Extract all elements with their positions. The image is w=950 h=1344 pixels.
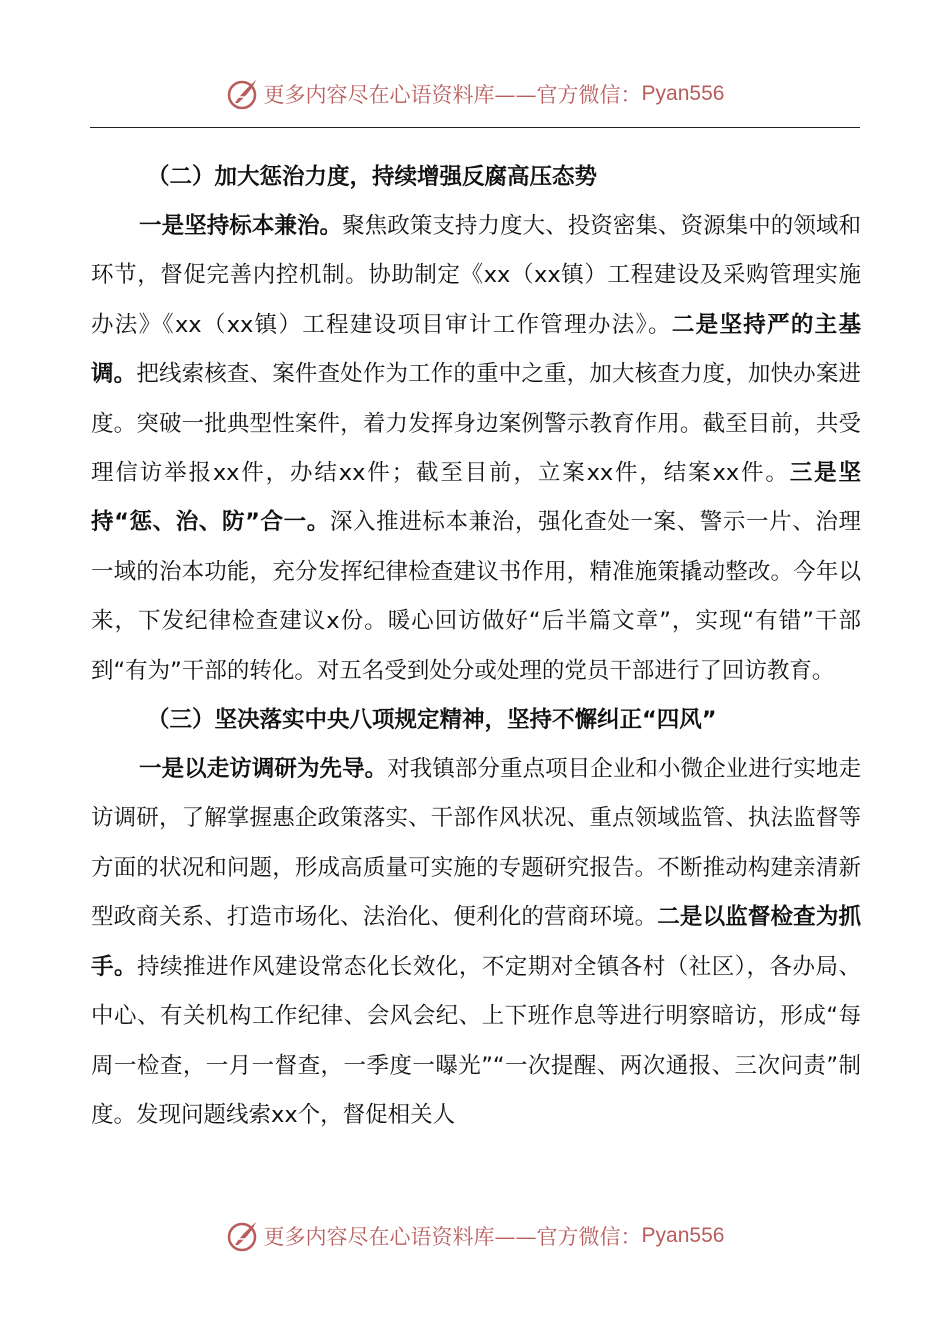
section-2-paragraph	[91, 202, 861, 696]
feather-pen-logo-icon	[226, 77, 260, 111]
point-title: 三是坚持“惩、治、防”合一。	[91, 460, 861, 536]
section-heading-2: （二）加大惩治力度，持续增强反腐高压态势	[147, 164, 598, 190]
point-text: 把线索核查、案件查处作为工作的重中之重，加大核查力度，加快办案进度。突破一批典型性案件，着力发挥身边案例警示教育作用。截至目前，共受理信访举报xx件，办结xx件；截至目前，立案xx件，结案xx件。	[91, 361, 861, 487]
point-text: 深入推进标本兼治，强化查处一案、警示一片、治理一域的治本功能，充分发挥纪律检查建议书作用，精准施策撬动整改。今年以来，下发纪律检查建议x份。暖心回访做好“后半篇文章”，实现“有错”干部到“有为”干部的转化。对五名受到处分或处理的党员干部进行了回访教育。	[91, 509, 861, 684]
point-title: 二是坚持严的主基调。	[91, 311, 861, 388]
point-text: 持续推进作风建设常态化长效化，不定期对全镇各村（社区），各办局、中心、有关机构工作纪律、会风会纪、上下班作息等进行明察暗访，形成“每周一检查，一月一督查，一季度一曝光”“一次提醒、两次通报、三次问责”制度。发现问题线索xx个，督促相关人	[91, 953, 861, 1128]
section-heading-3: （三）坚决落实中央八项规定精神，坚持不懈纠正“四风”	[147, 707, 717, 734]
point-title: 一是坚持标本兼治。	[139, 213, 343, 239]
watermark-text: 更多内容尽在心语资料库——官方微信：	[263, 83, 642, 107]
watermark-wechat-id: Pyan556	[641, 82, 725, 105]
point-title: 一是以走访调研为先导。	[139, 756, 388, 783]
header-divider	[90, 127, 860, 128]
feather-pen-logo-icon	[226, 1219, 260, 1253]
watermark-text: 更多内容尽在心语资料库——官方微信：	[263, 1225, 642, 1249]
watermark-wechat-id: Pyan556	[641, 1224, 725, 1247]
document-body	[91, 153, 861, 1140]
point-text: 聚焦政策支持力度大、投资密集、资源集中的领域和环节，督促完善内控机制。协助制定《xx（xx镇）工程建设及采购管理实施办法》《xx（xx镇）工程建设项目审计工作管理办法》。	[91, 213, 861, 338]
point-text: 对我镇部分重点项目企业和小微企业进行实地走访调研，了解掌握惠企政策落实、干部作风状况、重点领域监管、执法监督等方面的状况和问题，形成高质量可实施的专题研究报告。不断推动构建亲清新型政商关系、打造市场化、法治化、便利化的营商环境。	[91, 756, 861, 931]
footer-watermark	[0, 1214, 950, 1258]
header-watermark	[0, 72, 950, 116]
point-title: 二是以监督检查为抓手。	[91, 904, 861, 980]
section-3-paragraph	[91, 745, 861, 1140]
